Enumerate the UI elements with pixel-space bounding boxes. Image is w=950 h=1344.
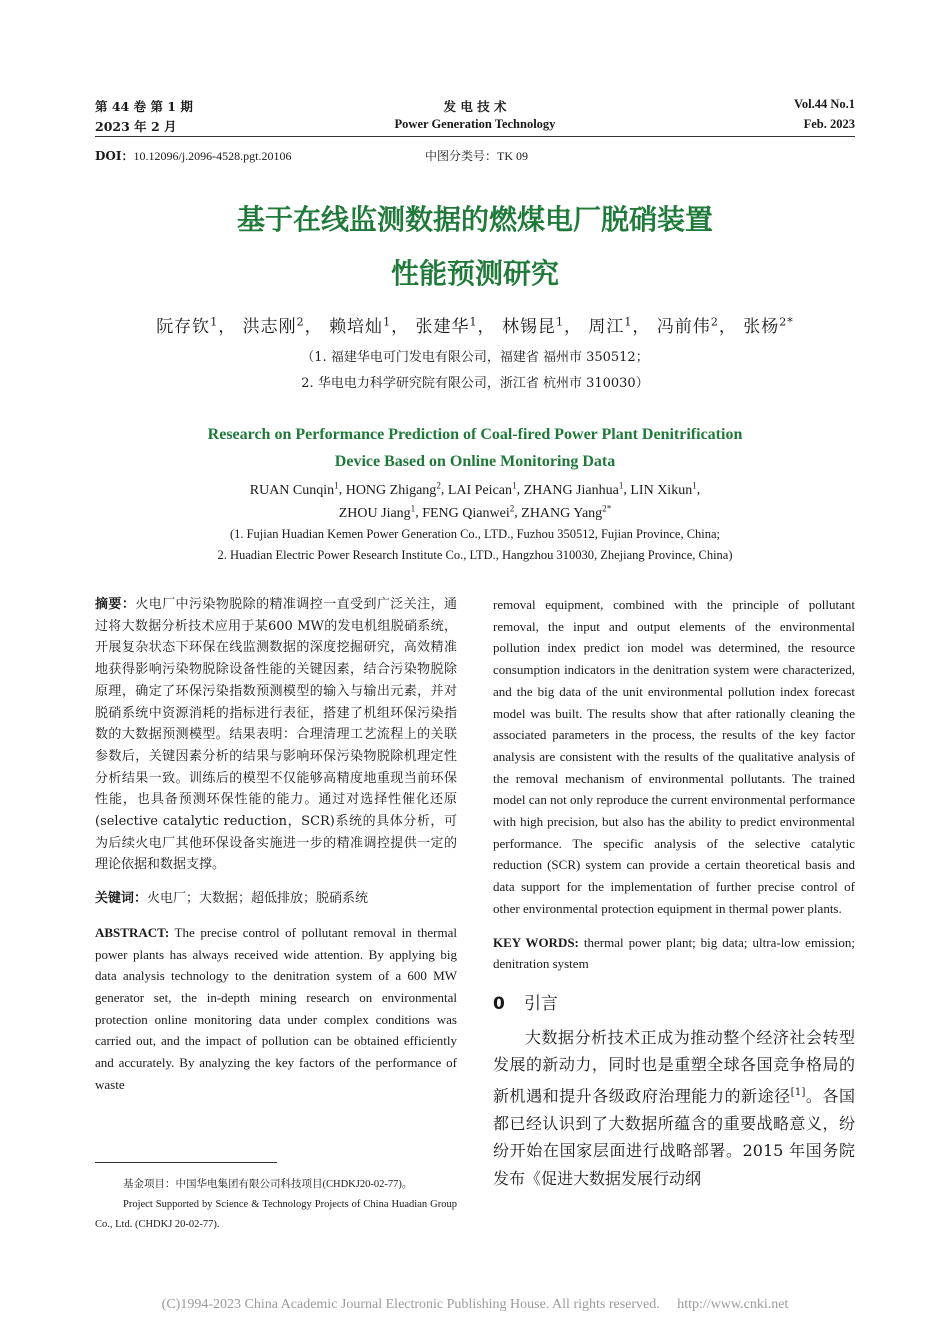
author-en: LAI Peican$^1$ bbox=[447, 480, 517, 498]
author-cn: 洪志刚$^2$ bbox=[242, 315, 305, 337]
author-en: LIN Xikun$^1$ bbox=[630, 480, 697, 498]
keywords-en bbox=[493, 932, 855, 975]
author-cn: 冯前伟$^2$ bbox=[656, 315, 719, 337]
clc-value: TK 09 bbox=[497, 149, 529, 163]
doi-label: DOI： bbox=[95, 149, 134, 163]
header-issue: 第 44 卷 第 1 期 bbox=[95, 99, 193, 114]
author-en: ZHANG Yang$^{2*}$ bbox=[521, 503, 612, 521]
author-en: RUAN Cunqin$^1$ bbox=[249, 480, 339, 498]
section-number: 0 bbox=[493, 993, 505, 1014]
section-heading bbox=[493, 989, 855, 1014]
header-date-cn: 2023 年 2 月 bbox=[95, 119, 177, 134]
footer-url[interactable]: http://www.cnki.net bbox=[677, 1297, 789, 1312]
title-cn-line1: 基于在线监测数据的燃煤电厂脱硝装置 bbox=[236, 203, 713, 236]
header-rule bbox=[95, 136, 855, 137]
doi bbox=[95, 147, 291, 164]
abstract-cn-label: 摘要： bbox=[95, 597, 136, 612]
abstract-cn bbox=[95, 594, 457, 876]
journal-name-en: Power Generation Technology bbox=[394, 117, 556, 131]
affiliation-en-1: (1. Fujian Huadian Kemen Power Generation Co., LTD., Fuzhou 350512, Fujian Province, China; bbox=[229, 527, 721, 541]
author-en: HONG Zhigang$^2$ bbox=[345, 480, 441, 498]
doi-value[interactable]: 10.12096/j.2096-4528.pgt.20106 bbox=[133, 149, 292, 163]
abstract-en-text-left: The precise control of pollutant removal in thermal power plants has always received wide attention. By applying big data analysis technology to the denitration system of a 600 MW generator set, the in-depth mining research on environmental protection online monitoring data under complex conditions was carried out, and the impact of pollution can be obtained efficiently and accurately. By analyzing the key factors of the performance of waste bbox=[95, 924, 457, 1092]
keywords-en-label: KEY WORDS: bbox=[493, 934, 579, 950]
footer bbox=[0, 1297, 950, 1313]
footnote bbox=[95, 1175, 457, 1235]
author-cn: 张杨$^{2*}$ bbox=[743, 315, 794, 337]
affiliation-cn-2: 2. 华电电力科学研究院有限公司，浙江省 杭州市 310030） bbox=[301, 376, 649, 391]
journal-name-cn: 发 电 技 术 bbox=[443, 99, 507, 114]
footnote-rule bbox=[95, 1162, 277, 1163]
author-cn: 张建华$^1$ bbox=[415, 315, 478, 337]
clc-number bbox=[425, 147, 528, 164]
abstract-en-part1 bbox=[95, 922, 457, 1096]
keywords-cn-label: 关键词： bbox=[95, 891, 148, 907]
author-cn: 周江$^1$ bbox=[588, 315, 633, 337]
authors-en-line2: ZHOU Jiang$^1$, FENG Qianwei$^2$, ZHANG Yang$^{2*}$ bbox=[338, 503, 612, 521]
citation-ref[interactable]: [1] bbox=[790, 1085, 806, 1098]
right-column bbox=[493, 594, 855, 1192]
keywords-cn-text: 火电厂；大数据；超低排放；脱硝系统 bbox=[147, 891, 369, 907]
author-cn: 赖培灿$^1$ bbox=[329, 315, 392, 337]
keywords-cn bbox=[95, 888, 457, 910]
author-cn: 林锡昆$^1$ bbox=[501, 315, 564, 337]
left-column bbox=[95, 594, 457, 1095]
footnote-en: Project Supported by Science & Technology Projects of China Huadian Group Co., Ltd. (CHDKJ 20-02-77). bbox=[95, 1199, 457, 1230]
author-en: FENG Qianwei$^2$ bbox=[422, 503, 515, 521]
header-date-en: Feb. 2023 bbox=[803, 117, 855, 131]
footnote-cn: 基金项目：中国华电集团有限公司科技项目(CHDKJ20-02-77)。 bbox=[123, 1179, 413, 1190]
title-cn-line2: 性能预测研究 bbox=[390, 257, 559, 290]
author-en: ZHANG Jianhua$^1$ bbox=[523, 480, 624, 498]
affiliation-cn-1: （1. 福建华电可门发电有限公司，福建省 福州市 350512； bbox=[301, 350, 649, 365]
footer-copyright: (C)1994-2023 China Academic Journal Electronic Publishing House. All rights reserved. bbox=[161, 1297, 660, 1312]
header-volume: Vol.44 No.1 bbox=[793, 97, 855, 111]
authors-cn: 阮存钦$^1$， 洪志刚$^2$， 赖培灿$^1$， 张建华$^1$， 林锡昆$^1$， 周江$^1$， 冯前伟$^2$， 张杨$^{2*}$ bbox=[156, 315, 794, 337]
intro-paragraph: 大数据分析技术正成为推动整个经济社会转型发展的新动力，同时也是重塑全球各国竞争格局的新机遇和提升各级政府治理能力的新途径[1]。各国都已经认识到了大数据所蕴含的重要战略意义，纷纷开始在国家层面进行战略部署。2015 年国务院发布《促进大数据发展行动纲 bbox=[493, 1027, 855, 1188]
keywords-en-text: thermal power plant; big data; ultra-low emission; denitration system bbox=[493, 934, 856, 972]
section-title: 引言 bbox=[523, 993, 558, 1014]
author-cn: 阮存钦$^1$ bbox=[156, 315, 219, 337]
clc-label: 中图分类号： bbox=[425, 149, 498, 163]
abstract-cn-text: 火电厂中污染物脱除的精准调控一直受到广泛关注，通过将大数据分析技术应用于某600 MW的发电机组脱硝系统，开展复杂状态下环保在线监测数据的深度挖掘研究，高效精准地获得影响污染物脱除设备性能的关键因素，结合污染物脱除原理，确定了环保污染指数预测模型的输入与输出元素，并对脱硝系统中资源消耗的指标进行表征，搭建了机组环保污染指数的大数据预测模型。结果表明：合理清理工艺流程上的关联参数后，关键因素分析的结果与影响环保污染物脱除机理定性分析结果一致。训练后的模型不仅能够高精度地重现当前环保性能，也具备预测环保性能的能力。通过对选择性催化还原(selective catalytic reduction，SCR)系统的具体分析，可为后续火电厂其他环保设备实施进一步的精准调控提供一定的理论依据和数据支撑。 bbox=[95, 597, 457, 873]
author-en: ZHOU Jiang$^1$ bbox=[338, 503, 416, 521]
authors-en-line1: RUAN Cunqin$^1$, HONG Zhigang$^2$, LAI Peican$^1$, ZHANG Jianhua$^1$, LIN Xikun$^1$, bbox=[249, 480, 701, 498]
abstract-en-part2: removal equipment, combined with the principle of pollutant removal, the input and output elements of the environmental pollution index predict ion model was determined, the resource consumption indicators in the denitration system were characterized, and the big data of the unit environmental pollution index forecast model was built. The results show that after rationally cleaning the associated parameters in the process, the results of the key factor analysis are consistent with the results of the qualitative analysis of the removal mechanism of environmental pollutants. The trained model can not only reproduce the current environmental performance with high precision, but also has the ability to predict environmental performance. The specific analysis of the selective catalytic reduction (SCR) system can provide a certain theoretical basis and data support for the implementation of further precise control of other environmental protection equipment in thermal power plants. bbox=[493, 597, 855, 916]
title-en-line1: Research on Performance Prediction of Coal-fired Power Plant Denitrification bbox=[207, 426, 743, 443]
title-en-line2: Device Based on Online Monitoring Data bbox=[334, 453, 616, 470]
abstract-en-label: ABSTRACT: bbox=[95, 924, 170, 940]
affiliation-en-2: 2. Huadian Electric Power Research Institute Co., LTD., Hangzhou 310030, Zhejiang Province, China) bbox=[217, 548, 733, 562]
